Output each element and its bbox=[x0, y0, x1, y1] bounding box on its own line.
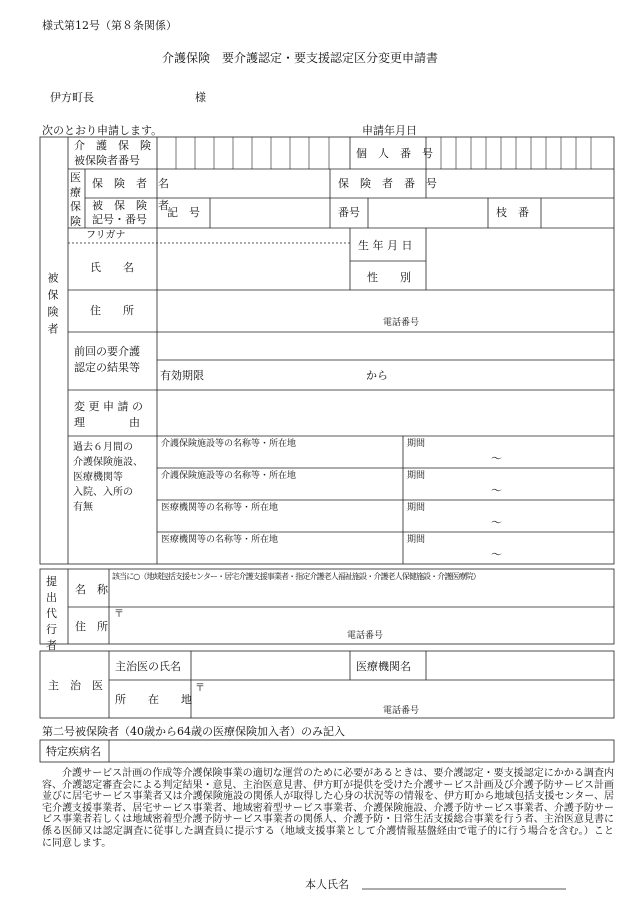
doctor-institution-input[interactable] bbox=[426, 651, 614, 680]
reason-label-1: 変 更 申 請 の bbox=[74, 400, 143, 413]
facility-row-period: 期間 bbox=[407, 471, 426, 481]
facility-row-tilde: ～ bbox=[491, 548, 502, 561]
care-number-label-2: 被保険者番号 bbox=[74, 154, 140, 167]
symbol-input[interactable] bbox=[210, 198, 330, 228]
facility-label-line-1: 過去６月間の bbox=[73, 442, 133, 453]
honorific: 様 bbox=[195, 91, 206, 104]
disease-label: 特定疾病名 bbox=[46, 745, 101, 758]
personal-number-input[interactable] bbox=[426, 137, 614, 169]
facility-row-name: 介護保険施設等の名称等・所在地 bbox=[161, 439, 297, 449]
medical-number-label-1: 被 保 険 者 bbox=[92, 199, 169, 212]
birthdate-label: 生 年 月 日 bbox=[358, 239, 413, 252]
previous-result-input[interactable] bbox=[157, 332, 614, 360]
insurer-name-label: 保 険 者 名 bbox=[92, 177, 169, 190]
valid-period-label: 有効期限 bbox=[160, 369, 204, 382]
insurer-number-input[interactable] bbox=[426, 169, 614, 198]
from-label: から bbox=[366, 369, 388, 382]
facility-row-tilde: ～ bbox=[491, 452, 502, 465]
facility-label-line-2: 介護保険施設、 bbox=[73, 457, 143, 468]
signature-input[interactable] bbox=[362, 872, 566, 889]
insured-side-label: 被保険者 bbox=[46, 272, 59, 340]
agent-phone-label: 電話番号 bbox=[347, 631, 384, 641]
doctor-postal-mark: 〒 bbox=[195, 683, 205, 694]
form-title: 介護保険 要介護認定・要支援認定区分変更申請書 bbox=[162, 51, 439, 65]
care-number-label-1: 介 護 保 険 bbox=[74, 139, 151, 152]
previous-label-1: 前回の要介護 bbox=[74, 345, 140, 358]
medical-number-label-2: 記号・番号 bbox=[92, 213, 147, 226]
facility-row-tilde: ～ bbox=[491, 484, 502, 497]
form-number: 様式第12号（第８条関係） bbox=[42, 19, 177, 32]
facility-row-period: 期間 bbox=[407, 503, 426, 513]
symbol-label: 記 号 bbox=[167, 206, 200, 219]
furigana-label: フリガナ bbox=[86, 230, 126, 241]
reason-input[interactable] bbox=[157, 390, 614, 436]
facility-row-period: 期間 bbox=[407, 439, 426, 449]
agent-address-label: 住 所 bbox=[75, 620, 108, 633]
gender-label: 性 別 bbox=[367, 271, 411, 284]
facility-row-period: 期間 bbox=[407, 535, 426, 545]
facility-label-line-5: 有無 bbox=[73, 502, 93, 513]
insurer-name-input[interactable] bbox=[157, 169, 330, 198]
facility-row-name: 介護保険施設等の名称等・所在地 bbox=[161, 471, 297, 481]
apply-date-label: 申請年月日 bbox=[362, 124, 417, 137]
name-label: 氏 名 bbox=[90, 261, 134, 274]
doctor-institution-label: 医療機関名 bbox=[356, 660, 411, 673]
agent-options: 該当に○（地域包括支援センター・居宅介護支援事業者・指定介護老人福祉施設・介護老人保健施設・介護医療院） bbox=[112, 572, 480, 581]
personal-number-label: 個 人 番 号 bbox=[356, 147, 433, 160]
furigana-input[interactable] bbox=[157, 228, 350, 243]
intro-text: 次のとおり申請します。 bbox=[42, 124, 163, 137]
number-input[interactable] bbox=[368, 198, 488, 228]
facility-row-tilde: ～ bbox=[491, 516, 502, 529]
agent-name-input[interactable] bbox=[109, 584, 614, 607]
previous-label-2: 認定の結果等 bbox=[74, 361, 140, 374]
doctor-side-label: 主 治 医 bbox=[48, 679, 103, 692]
addressee: 伊方町長 bbox=[50, 91, 94, 104]
secondary-note: 第二号被保険者（40歳から64歳の医療保険加入者）のみ記入 bbox=[42, 725, 345, 738]
address-phone-label: 電話番号 bbox=[383, 318, 420, 328]
agent-name-label: 名 称 bbox=[75, 583, 108, 596]
birthdate-input[interactable] bbox=[426, 228, 614, 261]
name-input[interactable] bbox=[157, 243, 350, 290]
agent-side-label: 提出代行者 bbox=[46, 575, 57, 652]
doctor-name-input[interactable] bbox=[191, 651, 350, 680]
insurer-number-label: 保 険 者 番 号 bbox=[338, 177, 437, 190]
agent-postal-mark: 〒 bbox=[114, 609, 124, 620]
care-number-input[interactable] bbox=[157, 137, 350, 169]
doctor-name-label: 主治医の氏名 bbox=[115, 660, 181, 673]
doctor-location-label: 所 在 地 bbox=[115, 693, 192, 706]
facility-row-name: 医療機関等の名称等・所在地 bbox=[161, 535, 279, 545]
address-label: 住 所 bbox=[90, 304, 134, 317]
consent-text: 介護サービス計画の作成等介護保険事業の適切な運営のために必要があるときは、要介護認定・要支援認定にかかる調査内容、介護認定審査会による判定結果・意見、主治医意見書、伊方町が提供を受けた介護サービス計画及び介護予防サービス計画並びに居宅サービス事業者又は介護保険施設の関係人が取得した心身の状況等の情報を、伊方町から地域包括支援センター、居宅介護支援事業者、居宅サービス事業者、地域密着型サービス事業者、介護保険施設、介護予防サービス事業者、介護予防サービス事業者若しくは地域密着型介護予防サービス事業者の関係人、介護予防・日常生活支援総合事業を行う者、主治医意見書に係る医師又は認定調査に従事した調査員に提示する（地域支援事業として介護情報基盤経由で電子的に行う場合を含む。）ことに同意します。 bbox=[42, 768, 614, 849]
number-label: 番号 bbox=[338, 206, 360, 219]
branch-input[interactable] bbox=[541, 198, 614, 228]
facility-label-line-4: 入院、入所の bbox=[73, 487, 133, 498]
doctor-phone-label: 電話番号 bbox=[383, 706, 420, 716]
reason-label-2: 理 由 bbox=[74, 416, 140, 429]
gender-input[interactable] bbox=[426, 261, 614, 290]
branch-label: 枝 番 bbox=[496, 206, 529, 219]
facility-label-line-3: 医療機関等 bbox=[73, 472, 123, 483]
medical-side-label: 医療保険 bbox=[70, 171, 81, 228]
signature-label: 本人氏名 bbox=[305, 878, 349, 891]
facility-row-name: 医療機関等の名称等・所在地 bbox=[161, 503, 279, 513]
disease-input[interactable] bbox=[109, 740, 614, 762]
